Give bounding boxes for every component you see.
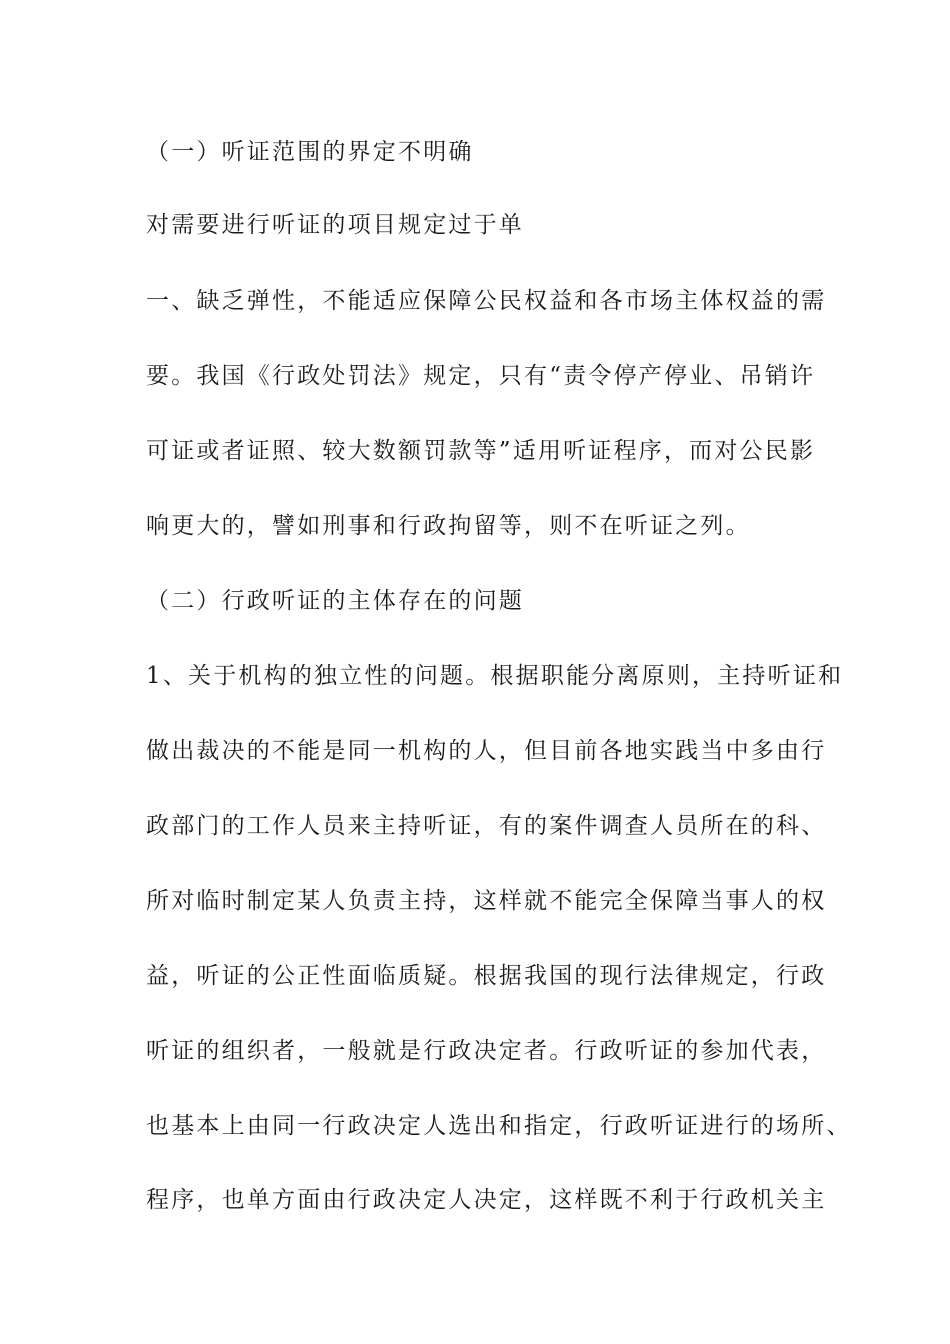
section-heading-2: （二）行政听证的主体存在的问题 (146, 588, 524, 614)
paragraph-line: 1、关于机构的独立性的问题。根据职能分离原则，主持听证和 (146, 663, 844, 689)
paragraph-line: 响更大的，譬如刑事和行政拘留等，则不在听证之列。 (146, 513, 751, 539)
paragraph-line: 所对临时制定某人负责主持，这样就不能完全保障当事人的权 (146, 888, 827, 914)
paragraph-line: 要。我国《行政处罚法》规定，只有“责令停产停业、吊销许 (146, 363, 816, 389)
paragraph-line: 也基本上由同一行政决定人选出和指定，行政听证进行的场所、 (146, 1113, 852, 1139)
paragraph-line: 一、缺乏弹性，不能适应保障公民权益和各市场主体权益的需 (146, 288, 827, 314)
paragraph-line: 对需要进行听证的项目规定过于单 (146, 212, 524, 238)
paragraph-line: 政部门的工作人员来主持听证，有的案件调查人员所在的科、 (146, 813, 827, 839)
paragraph-line: 可证或者证照、较大数额罚款等”适用听证程序，而对公民影 (146, 438, 816, 464)
section-heading-1: （一）听证范围的界定不明确 (146, 139, 474, 165)
paragraph-line: 程序，也单方面由行政决定人决定，这样既不利于行政机关主 (146, 1187, 827, 1213)
paragraph-line: 做出裁决的不能是同一机构的人，但目前各地实践当中多由行 (146, 738, 827, 764)
paragraph-line: 听证的组织者，一般就是行政决定者。行政听证的参加代表， (146, 1038, 827, 1064)
paragraph-line: 益，听证的公正性面临质疑。根据我国的现行法律规定，行政 (146, 963, 827, 989)
